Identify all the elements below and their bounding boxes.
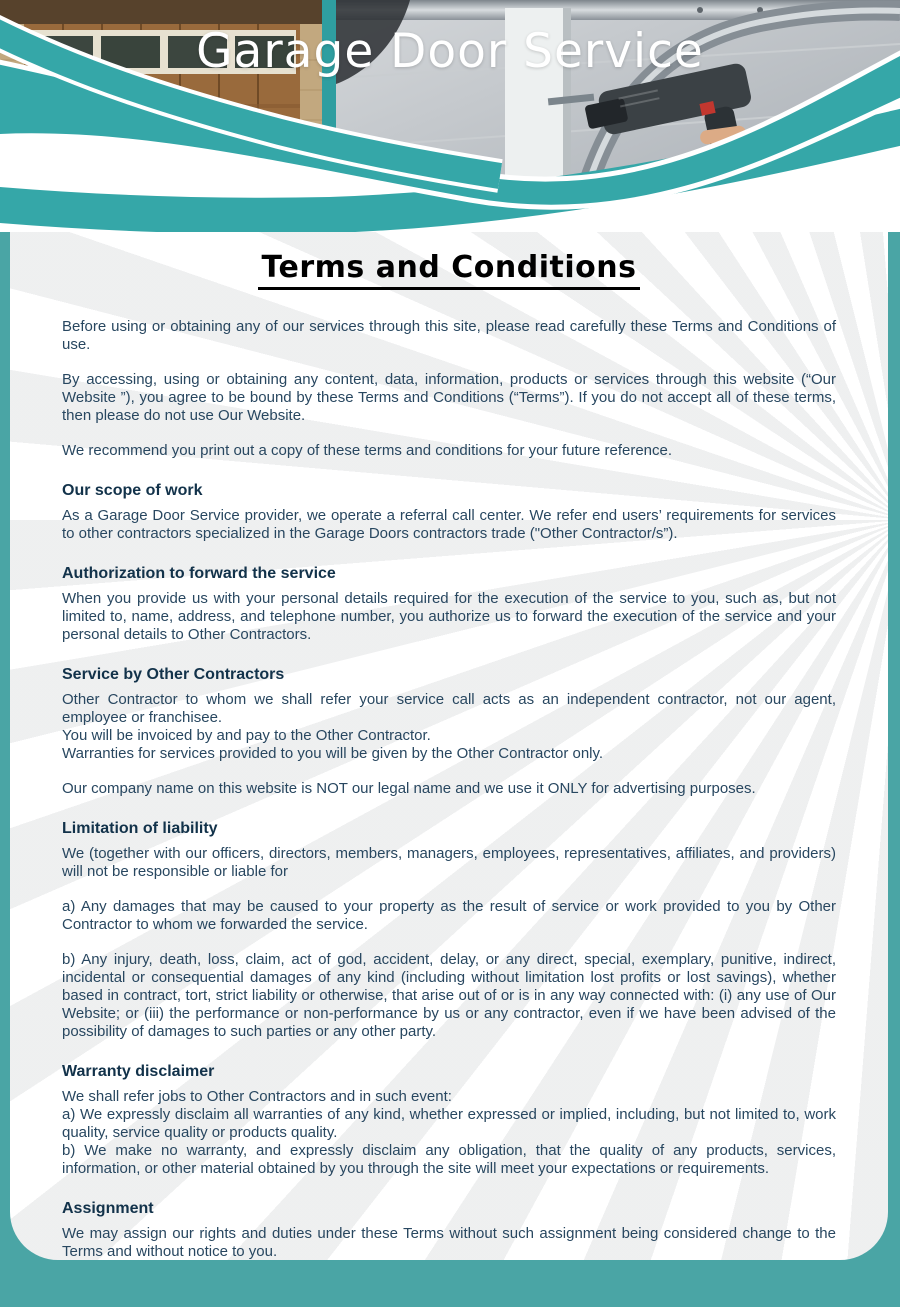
- section-heading: Limitation of liability: [62, 820, 218, 837]
- section-heading: Warranty disclaimer: [62, 1063, 215, 1080]
- paragraph-line: We may assign our rights and duties under these Terms without such assignment being considered change to the Terms and without notice to you.: [62, 1225, 836, 1260]
- terms-section: [62, 819, 836, 1041]
- paragraph: [62, 691, 836, 763]
- paragraph-line: When you provide us with your personal details required for the execution of the service to you, such as, but not limited to, name, address, and telephone number, you authorize us to forward the execution of the service and your personal details to Other Contractors.: [62, 590, 836, 643]
- paragraph: [62, 371, 836, 425]
- paragraph: [62, 507, 836, 543]
- paragraph-line: a) Any damages that may be caused to your property as the result of service or work provided to you by Other Contractor to whom we forwarded the service.: [62, 898, 836, 933]
- terms-section: [62, 481, 836, 543]
- page-title: Terms and Conditions: [258, 250, 641, 290]
- paragraph: [62, 898, 836, 934]
- paragraph: [62, 845, 836, 881]
- section-body: [62, 845, 836, 1041]
- paragraph-line: We recommend you print out a copy of these terms and conditions for your future reference.: [62, 442, 673, 459]
- paragraph-line: By accessing, using or obtaining any content, data, information, products or services through this website (“Our Website ”), you agree to be bound by these Terms and Conditions (“Terms”). If you do not accept all of these terms, then please do not use Our Website.: [62, 371, 836, 424]
- paragraph-line: a) We expressly disclaim all warranties of any kind, whether expressed or implied, including, but not limited to, work quality, service quality or products quality.: [62, 1106, 836, 1141]
- section-heading: Our scope of work: [62, 482, 203, 499]
- section-heading: Service by Other Contractors: [62, 666, 285, 683]
- section-body: [62, 590, 836, 644]
- paragraph-line: Other Contractor to whom we shall refer your service call acts as an independent contractor, not our agent, employee or franchisee.: [62, 691, 836, 726]
- paragraph: [62, 1225, 836, 1260]
- terms-sheet: [10, 232, 888, 1260]
- terms-section: [62, 318, 836, 460]
- section-body: [62, 1225, 836, 1260]
- terms-section: [62, 1199, 836, 1260]
- paragraph-line: As a Garage Door Service provider, we operate a referral call center. We refer end users’ requirements for services to other contractors specialized in the Garage Doors contractors trade ("Other Contractor/s”).: [62, 507, 836, 542]
- paragraph: [62, 590, 836, 644]
- paragraph-line: b) Any injury, death, loss, claim, act of god, accident, delay, or any direct, special, exemplary, punitive, indirect, incidental or consequential damages of any kind (including without limitation lost profits or lost savings), whether based in contract, tort, strict liability or otherwise, that arise out of or is in any way connected with: (i) any use of Our Website; or (iii) the performance or non-performance by us or any contractor, even if we have been advised of the possibility of damages to such parties or any other party.: [62, 951, 836, 1040]
- paragraph: [62, 1088, 836, 1178]
- header-banner: [0, 0, 900, 232]
- section-body: [62, 318, 836, 460]
- paragraph: [62, 318, 836, 354]
- paragraph-line: We shall refer jobs to Other Contractors and in such event:: [62, 1088, 452, 1105]
- terms-section: [62, 564, 836, 644]
- paragraph: [62, 780, 836, 798]
- paragraph: [62, 442, 836, 460]
- paragraph-line: You will be invoiced by and pay to the Other Contractor.: [62, 727, 431, 744]
- paragraph-line: We (together with our officers, directors, members, managers, employees, representatives, affiliates, and providers) will not be responsible or liable for: [62, 845, 836, 880]
- section-heading: Assignment: [62, 1200, 154, 1217]
- paragraph-line: b) We make no warranty, and expressly disclaim any obligation, that the quality of any products, services, information, or other material obtained by you through the site will meet your expectations or requirements.: [62, 1142, 836, 1177]
- terms-sections: [62, 318, 836, 1260]
- section-body: [62, 691, 836, 798]
- paragraph-line: Our company name on this website is NOT our legal name and we use it ONLY for advertising purposes.: [62, 780, 756, 797]
- footer-strip: [0, 1260, 900, 1307]
- section-heading: Authorization to forward the service: [62, 565, 336, 582]
- terms-section: [62, 1062, 836, 1178]
- terms-section: [62, 665, 836, 798]
- paragraph-line: Before using or obtaining any of our services through this site, please read carefully these Terms and Conditions of use.: [62, 318, 836, 353]
- paragraph-line: Warranties for services provided to you will be given by the Other Contractor only.: [62, 745, 604, 762]
- section-body: [62, 507, 836, 543]
- section-body: [62, 1088, 836, 1178]
- site-title: Garage Door Service: [196, 24, 704, 79]
- paragraph: [62, 951, 836, 1041]
